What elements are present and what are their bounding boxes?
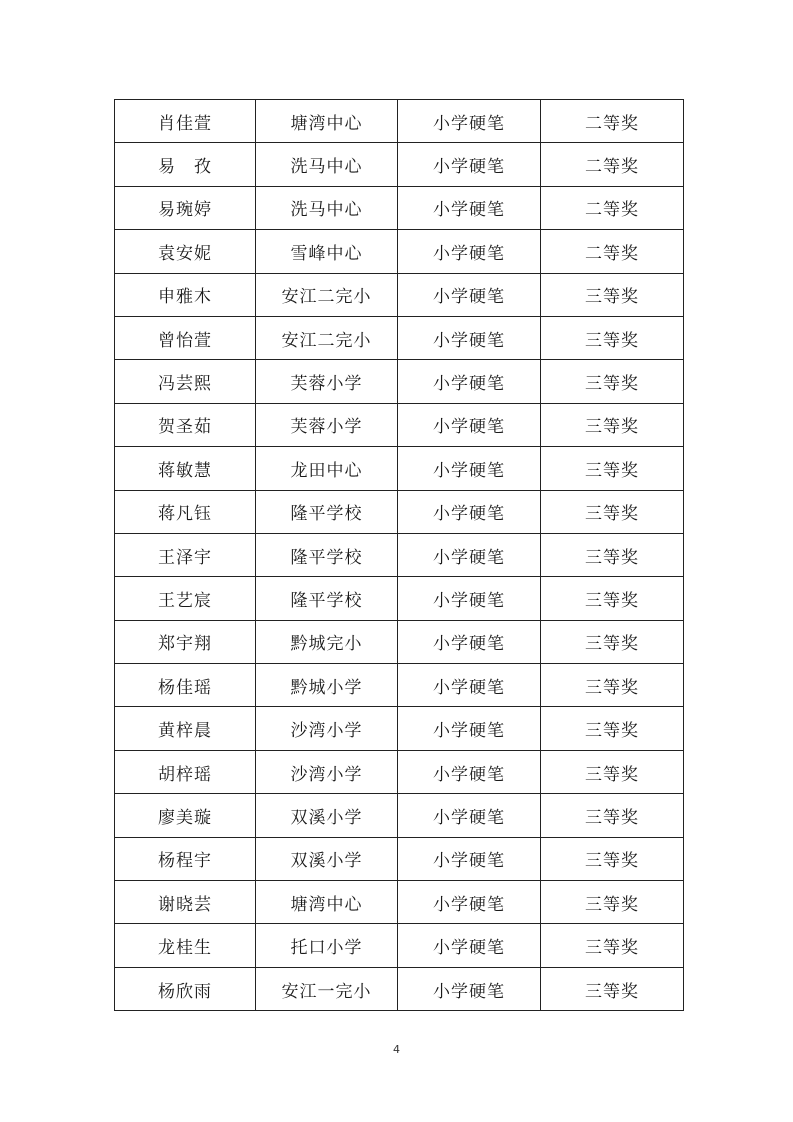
student-name-cell: 谢晓芸 (115, 881, 256, 924)
student-name-cell: 袁安妮 (115, 230, 256, 273)
student-name-cell: 易 孜 (115, 143, 256, 186)
student-name-cell: 冯芸熙 (115, 360, 256, 403)
school-cell: 芙蓉小学 (256, 403, 398, 446)
table-row (115, 577, 684, 620)
award-table (114, 99, 684, 1011)
table-row (115, 360, 684, 403)
table-row (115, 707, 684, 750)
student-name-cell: 王泽宇 (115, 533, 256, 576)
table-row (115, 186, 684, 229)
school-cell: 双溪小学 (256, 794, 398, 837)
category-cell: 小学硬笔 (398, 490, 541, 533)
category-cell: 小学硬笔 (398, 577, 541, 620)
table-row (115, 967, 684, 1010)
table-row (115, 100, 684, 143)
award-cell: 三等奖 (541, 577, 684, 620)
student-name-cell: 曾怡萱 (115, 316, 256, 359)
table-row (115, 794, 684, 837)
student-name-cell: 杨欣雨 (115, 967, 256, 1010)
award-cell: 二等奖 (541, 230, 684, 273)
award-cell: 三等奖 (541, 316, 684, 359)
category-cell: 小学硬笔 (398, 837, 541, 880)
table-row (115, 273, 684, 316)
student-name-cell: 蒋敏慧 (115, 447, 256, 490)
category-cell: 小学硬笔 (398, 403, 541, 446)
category-cell: 小学硬笔 (398, 967, 541, 1010)
category-cell: 小学硬笔 (398, 924, 541, 967)
category-cell: 小学硬笔 (398, 664, 541, 707)
school-cell: 沙湾小学 (256, 750, 398, 793)
table-row (115, 664, 684, 707)
table-row (115, 924, 684, 967)
category-cell: 小学硬笔 (398, 186, 541, 229)
school-cell: 塘湾中心 (256, 100, 398, 143)
award-cell: 三等奖 (541, 620, 684, 663)
student-name-cell: 杨程宇 (115, 837, 256, 880)
student-name-cell: 龙桂生 (115, 924, 256, 967)
award-cell: 三等奖 (541, 707, 684, 750)
table-row (115, 403, 684, 446)
school-cell: 沙湾小学 (256, 707, 398, 750)
table-row (115, 533, 684, 576)
award-cell: 二等奖 (541, 143, 684, 186)
school-cell: 双溪小学 (256, 837, 398, 880)
table-row (115, 881, 684, 924)
award-cell: 三等奖 (541, 447, 684, 490)
table-row (115, 316, 684, 359)
school-cell: 洗马中心 (256, 143, 398, 186)
category-cell: 小学硬笔 (398, 100, 541, 143)
school-cell: 安江二完小 (256, 316, 398, 359)
category-cell: 小学硬笔 (398, 447, 541, 490)
student-name-cell: 蒋凡钰 (115, 490, 256, 533)
school-cell: 黔城小学 (256, 664, 398, 707)
school-cell: 隆平学校 (256, 577, 398, 620)
category-cell: 小学硬笔 (398, 881, 541, 924)
award-cell: 二等奖 (541, 100, 684, 143)
student-name-cell: 肖佳萱 (115, 100, 256, 143)
category-cell: 小学硬笔 (398, 707, 541, 750)
student-name-cell: 贺圣茹 (115, 403, 256, 446)
school-cell: 托口小学 (256, 924, 398, 967)
category-cell: 小学硬笔 (398, 143, 541, 186)
student-name-cell: 易琬婷 (115, 186, 256, 229)
table-row (115, 490, 684, 533)
award-cell: 三等奖 (541, 794, 684, 837)
student-name-cell: 王艺宸 (115, 577, 256, 620)
award-cell: 三等奖 (541, 664, 684, 707)
school-cell: 龙田中心 (256, 447, 398, 490)
student-name-cell: 廖美璇 (115, 794, 256, 837)
award-cell: 三等奖 (541, 967, 684, 1010)
school-cell: 安江一完小 (256, 967, 398, 1010)
student-name-cell: 黄梓晨 (115, 707, 256, 750)
category-cell: 小学硬笔 (398, 750, 541, 793)
category-cell: 小学硬笔 (398, 316, 541, 359)
school-cell: 洗马中心 (256, 186, 398, 229)
award-cell: 三等奖 (541, 273, 684, 316)
school-cell: 雪峰中心 (256, 230, 398, 273)
award-cell: 二等奖 (541, 186, 684, 229)
table-row (115, 750, 684, 793)
table-row (115, 230, 684, 273)
student-name-cell: 郑宇翔 (115, 620, 256, 663)
category-cell: 小学硬笔 (398, 794, 541, 837)
school-cell: 隆平学校 (256, 533, 398, 576)
award-cell: 三等奖 (541, 881, 684, 924)
school-cell: 隆平学校 (256, 490, 398, 533)
award-table-body (115, 100, 684, 1011)
table-row (115, 620, 684, 663)
student-name-cell: 杨佳瑶 (115, 664, 256, 707)
school-cell: 塘湾中心 (256, 881, 398, 924)
award-cell: 三等奖 (541, 924, 684, 967)
award-cell: 三等奖 (541, 837, 684, 880)
student-name-cell: 申雅木 (115, 273, 256, 316)
award-cell: 三等奖 (541, 533, 684, 576)
category-cell: 小学硬笔 (398, 230, 541, 273)
award-cell: 三等奖 (541, 490, 684, 533)
table-row (115, 837, 684, 880)
school-cell: 芙蓉小学 (256, 360, 398, 403)
category-cell: 小学硬笔 (398, 620, 541, 663)
student-name-cell: 胡梓瑶 (115, 750, 256, 793)
school-cell: 安江二完小 (256, 273, 398, 316)
table-row (115, 447, 684, 490)
award-cell: 三等奖 (541, 403, 684, 446)
category-cell: 小学硬笔 (398, 533, 541, 576)
category-cell: 小学硬笔 (398, 273, 541, 316)
award-cell: 三等奖 (541, 360, 684, 403)
table-row (115, 143, 684, 186)
page-number: 4 (393, 1043, 400, 1056)
school-cell: 黔城完小 (256, 620, 398, 663)
award-cell: 三等奖 (541, 750, 684, 793)
category-cell: 小学硬笔 (398, 360, 541, 403)
